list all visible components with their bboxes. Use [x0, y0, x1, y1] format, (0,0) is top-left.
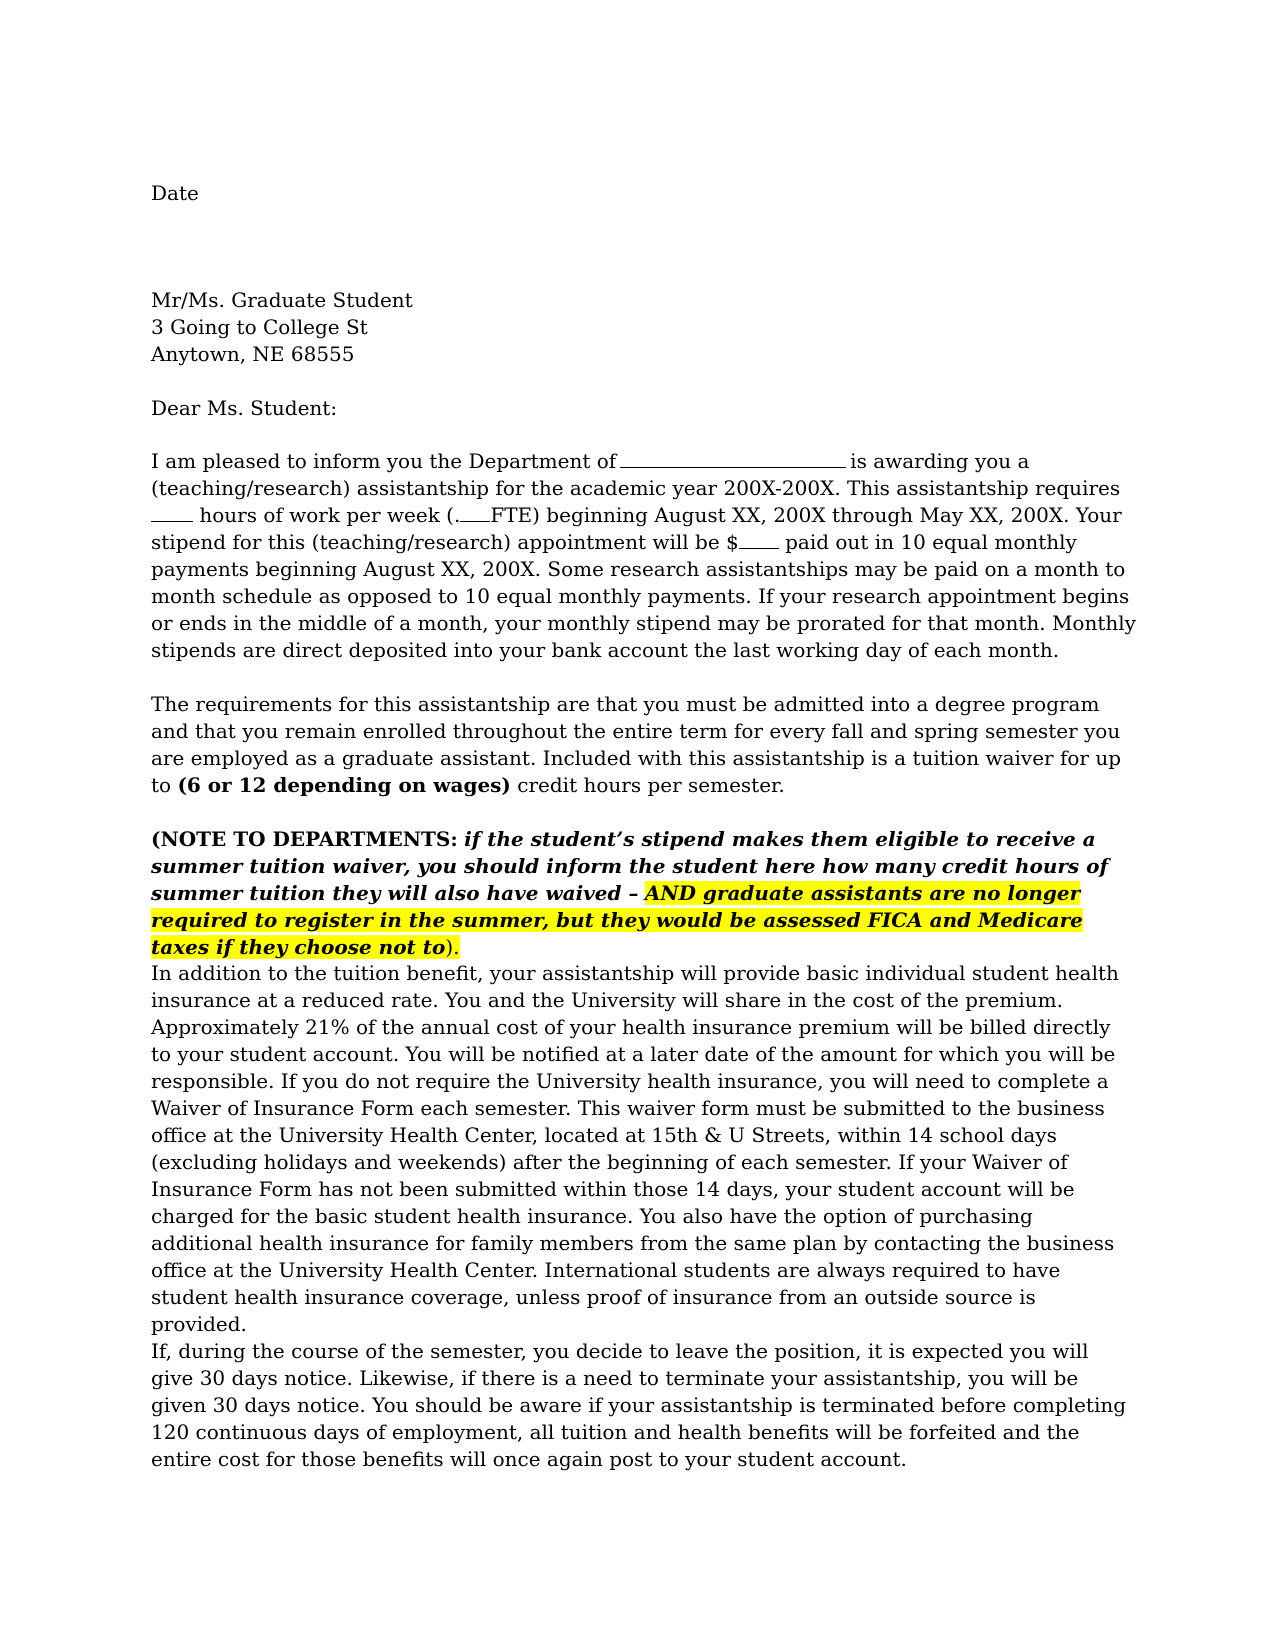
- note-highlight: AND graduate assistants are no longer required to register in the summer, but they would be assessed FICA and Medicare taxes if they choose not to: [151, 881, 1083, 959]
- paragraph-termination: If, during the course of the semester, you decide to leave the position, it is expected you will give 30 days notice. Likewise, if there is a need to terminate your assistantship, you will be given 30 days notice. You should be aware if your assistantship is terminated before completing 120 continuous days of employment, all tuition and health benefits will be forfeited and the entire cost for those benefits will once again post to your student account.: [151, 1339, 1127, 1471]
- award-text-e: paid out in 10 equal monthly payments beginning August XX, 200X. Some research assistantships may be paid on a month to month schedule as opposed to 10 equal monthly payments. If your research appointment begins or ends in the middle of a month, your monthly stipend may be prorated for that month. Monthly stipends are direct deposited into your bank account the last working day of each month.: [151, 530, 1136, 662]
- paragraph-award: [151, 448, 1136, 664]
- requirements-text: The requirements for this assistantship are that you must be admitted into a degree program and that you remain enrolled throughout the entire term for every fall and spring semester you are employed as a graduate assistant. Included with this assistantship is a tuition waiver for up to: [151, 692, 1122, 797]
- address-line-city: Anytown, NE 68555: [151, 342, 355, 366]
- award-text-b: is awarding you a (teaching/research) assistantship for the academic year 200X-200X. This assistantship requires: [151, 449, 1121, 500]
- salutation: Dear Ms. Student:: [151, 396, 338, 420]
- note-highlight-close: ).: [445, 935, 460, 959]
- fte-blank: [460, 503, 490, 522]
- award-text-a: I am pleased to inform you the Department of: [151, 449, 617, 473]
- stipend-blank: [739, 530, 779, 549]
- paragraph-requirements: [151, 691, 1136, 799]
- requirements-tail: credit hours per semester.: [517, 773, 785, 797]
- note-lead: (NOTE TO DEPARTMENTS:: [151, 827, 458, 851]
- note-italic: if the student’s stipend makes them eligible to receive a summer tuition waiver, you should inform the student here how many credit hours of summer tuition they will also have waived –: [151, 827, 1109, 905]
- address-line-name: Mr/Ms. Graduate Student: [151, 288, 413, 312]
- recipient-address: [151, 287, 1136, 368]
- award-text-d: FTE) beginning August XX, 200X through May XX, 200X. Your stipend for this (teaching/research) appointment will be $: [151, 503, 1122, 554]
- address-line-street: 3 Going to College St: [151, 315, 368, 339]
- award-text-c: hours of work per week (.: [199, 503, 461, 527]
- paragraph-health-insurance: In addition to the tuition benefit, your assistantship will provide basic individual student health insurance at a reduced rate. You and the University will share in the cost of the premium. Approximately 21% of the annual cost of your health insurance premium will be billed directly to your student account. You will be notified at a later date of the amount for which you will be responsible. If you do not require the University health insurance, you will need to complete a Waiver of Insurance Form each semester. This waiver form must be submitted to the business office at the University Health Center, located at 15th & U Streets, within 14 school days (excluding holidays and weekends) after the beginning of each semester. If your Waiver of Insurance Form has not been submitted within those 14 days, your student account will be charged for the basic student health insurance. You also have the option of purchasing additional health insurance for family members from the same plan by contacting the business office at the University Health Center. International students are always required to have student health insurance coverage, unless proof of insurance from an outside source is provided.: [151, 961, 1119, 1336]
- letter-date: Date: [151, 181, 199, 205]
- credit-hours-bold: (6 or 12 depending on wages): [177, 773, 511, 797]
- hours-blank: [151, 503, 193, 522]
- department-blank: [620, 449, 846, 468]
- paragraph-note-to-departments: [151, 826, 1136, 961]
